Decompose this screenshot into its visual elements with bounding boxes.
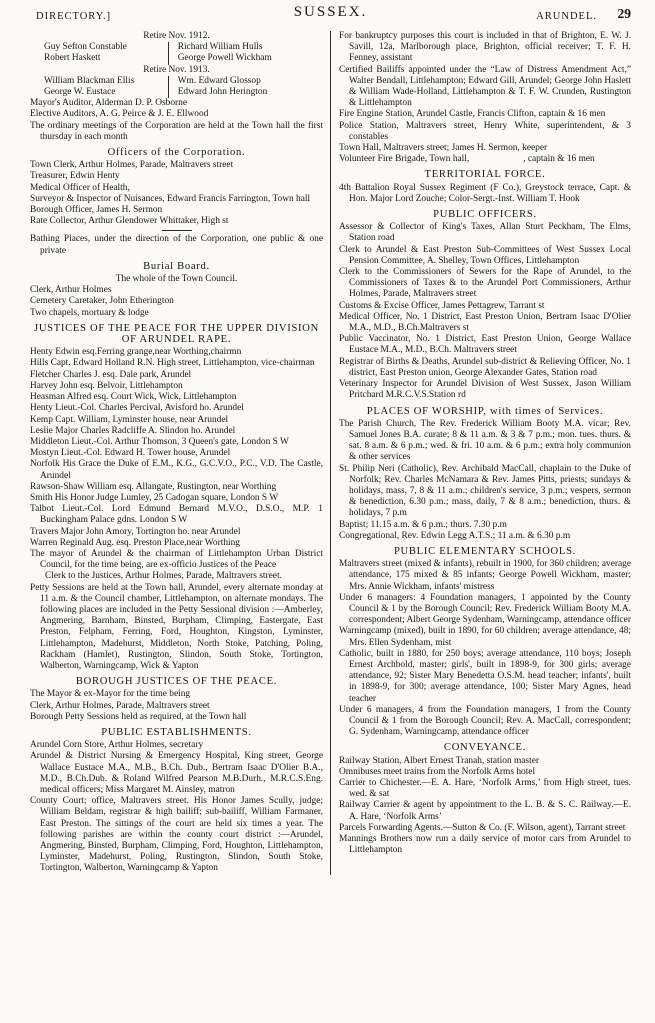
name-pair-row bbox=[30, 76, 323, 87]
pair-right-name: Wm. Edward Glossop bbox=[168, 76, 323, 87]
directory-entry: Smith His Honor Judge Lumley, 25 Cadogan square, London S W bbox=[30, 492, 279, 503]
directory-entry: Rate Collector, Arthur Glendower Whittaker, High st bbox=[30, 216, 229, 227]
pair-right-name: Edward John Herington bbox=[168, 87, 323, 98]
directory-entry: Surveyor & Inspector of Nuisances, Edward Francis Farrington, Town hall bbox=[30, 193, 311, 204]
directory-entry: Heasman Alfred esq. Court Wick, Wick, Littlehampton bbox=[30, 392, 237, 403]
directory-entry: Police Station, Maltravers street, Henry White, superintendent, & 3 constables bbox=[339, 120, 631, 142]
directory-entry: Hills Capt. Edward Holland R.N. High street, Littlehampton, vice-chairman bbox=[30, 358, 315, 369]
directory-entry: Rawson-Shaw William esq. Allangate, Rustington, near Worthing bbox=[30, 481, 277, 492]
directory-entry: Elective Auditors, A. G. Peirce & J. E. Ellwood bbox=[30, 109, 209, 120]
section-heading: Officers of the Corporation. bbox=[107, 147, 246, 159]
centered-line: Retire Nov. 1912. bbox=[143, 31, 210, 41]
directory-entry: 4th Battalion Royal Sussex Regiment (F Co.), Greystock terrace, Capt. & Hon. Major Lord Zouche; Color-Sergt.-Inst. William T. Hook bbox=[339, 182, 631, 204]
pair-left-name: George W. Eustace bbox=[44, 87, 116, 98]
directory-entry: Medical Officer of Health, bbox=[30, 182, 130, 193]
pair-left-name: Robert Haskett bbox=[44, 53, 101, 64]
directory-entry: For bankruptcy purposes this court is included in that of Brighton, E. W. J. Savill, 12a, Marlborough place, Brighton, official receiver; T. F. H. Fenney, assistant bbox=[339, 31, 631, 64]
section-heading: TERRITORIAL FORCE. bbox=[424, 169, 546, 181]
directory-entry: Certified Bailiffs appointed under the “Law of Distress Amendment Act,” Walter Bendall, Littlehampton; Edward Gill, Arundel; George John Haslett & William Wade-Holland, Littlehampton & T. F. W. Crunden, Rustington & Littlehampton bbox=[339, 64, 631, 109]
name-pair-row bbox=[30, 42, 323, 53]
directory-entry: Travers Major John Amory, Tortington ho. near Arundel bbox=[30, 526, 241, 537]
directory-entry: Omnibuses meet trains from the Norfolk Arms hotel bbox=[339, 766, 536, 777]
name-pair-row bbox=[30, 87, 323, 98]
directory-entry: Registrar of Births & Deaths, Arundel sub-district & Relieving Officer, No. 1 district, East Preston union, George Alexander Gates, Station road bbox=[339, 356, 631, 378]
directory-entry: Fire Engine Station, Arundel Castle, Francis Clifton, captain & 16 men bbox=[339, 109, 606, 120]
directory-entry: Henty Edwin esq.Ferring grange,near Worthing,chairmn bbox=[30, 347, 242, 358]
directory-entry: Clerk to the Justices, Arthur Holmes, Parade, Maltravers street. bbox=[45, 571, 282, 582]
directory-entry: Mostyn Lieut.-Col. Edward H. Tower house, Arundel bbox=[30, 448, 231, 459]
page-header bbox=[30, 6, 631, 28]
directory-entry: Norfolk His Grace the Duke of E.M., K.G., G.C.V.O., P.C., V.D. The Castle, Arundel bbox=[30, 459, 323, 481]
column-left bbox=[30, 31, 330, 875]
header-place-label: ARUNDEL. bbox=[536, 11, 597, 22]
directory-entry: Warningcamp (mixed), built in 1890, for 60 children; average attendance, 48; Mrs. Ellen Sydenham, mist bbox=[339, 626, 631, 648]
directory-entry: Arundel & District Nursing & Emergency Hospital, King street, George Wallace Eustace M.A., M.B., B.Ch. Dub., Bertram Isaac D'Olier B.A., M.D., B.Ch.Dub. & Roland Wilfred Pearson M.B.Durh., M.R.C.S.Eng. medical officers; Miss Margaret M. Ainsley, matron bbox=[30, 751, 323, 795]
directory-entry: Cemetery Caretaker, John Etherington bbox=[30, 296, 174, 307]
directory-entry: Fletcher Charles J. esq. Dale park, Arundel bbox=[30, 369, 192, 380]
column-right bbox=[330, 31, 631, 875]
directory-entry: Treasurer, Edwin Henty bbox=[30, 171, 120, 182]
pair-left-name: Guy Sefton Constable bbox=[44, 42, 127, 53]
directory-entry: Clerk to Arundel & East Preston Sub-Committees of West Sussex Local Pension Committee, A. Shelley, Town Offices, Littlehampton bbox=[339, 244, 631, 266]
directory-entry: Customs & Excise Officer, James Pettagrew, Tarrant st bbox=[339, 300, 545, 311]
directory-entry: Maltravers street (mixed & infants), rebuilt in 1900, for 360 children; average attendance, 175 mixed & 85 infants; George Powell Wickham, master; Mrs. Annie Wickham, infants' mistress bbox=[339, 559, 631, 592]
directory-entry: Railway Station, Albert Ernest Tranah, station master bbox=[339, 755, 539, 766]
directory-entry: Public Vaccinator, No. 1 District, East Preston Union, George Wallace Eustace M.A., M.D., B.Ch. Maltravers street bbox=[339, 334, 631, 356]
header-directory-label: DIRECTORY.] bbox=[36, 11, 112, 22]
directory-entry: Talbot Lieut.-Col. Lord Edmund Bernard M.V.O., D.S.O., M.P. 1 Buckingham Palace gdns. London S W bbox=[30, 504, 323, 526]
directory-entry: St. Philip Neri (Catholic), Rev. Archibald MacCall, chaplain to the Duke of Norfolk; Rev. Charles McNamara & Rev. James Pitts, priests; sundays & holidays, mass, 7, 8 & 11 a.m.; children's service, 3 p.m.; vespers, sermon & benediction, 6.30 p.m.; mass, daily, 7 & 8 a.m.; benediction, thurs. & holidays, 7 p.m bbox=[339, 463, 631, 519]
directory-entry: Railway Carrier & agent by appointment to the L. B. & S. C. Railway.—E. A. Hare, ‘Norfolk Arms’ bbox=[339, 800, 631, 822]
directory-entry: Medical Officer, No. 1 District, East Preston Union, Bertram Isaac D'Olier M.A., M.D., B.Ch.Maltravers st bbox=[339, 311, 631, 334]
section-heading: PLACES OF WORSHIP, with times of Services. bbox=[366, 405, 604, 417]
directory-entry: Bathing Places, under the direction of the Corporation, one public & one private bbox=[30, 234, 323, 256]
directory-entry: Mannings Brothers now run a daily service of motor cars from Arundel to Littlehampton bbox=[339, 834, 631, 856]
directory-entry: Middleton Lieut.-Col. Arthur Thomson, 3 Queen's gate, London S W bbox=[30, 436, 289, 447]
section-heading: CONVEYANCE. bbox=[443, 742, 527, 754]
pair-left-name: William Blackman Ellis bbox=[44, 75, 135, 86]
section-divider bbox=[162, 230, 192, 231]
section-heading: JUSTICES OF THE PEACE FOR THE UPPER DIVISION OF ARUNDEL RAPE. bbox=[34, 322, 319, 346]
name-pair-row bbox=[30, 53, 323, 64]
directory-entry: Assessor & Collector of King's Taxes, Allan Sturt Peckham, The Elms, Station road bbox=[339, 222, 631, 244]
pair-right-name: Richard William Hulls bbox=[168, 42, 323, 53]
directory-entry: Borough Petty Sessions held as required, at the Town hall bbox=[30, 711, 247, 722]
directory-entry: Arundel Corn Store, Arthur Holmes, secretary bbox=[30, 740, 204, 751]
section-heading: PUBLIC OFFICERS. bbox=[433, 209, 537, 221]
directory-entry: Town Clerk, Arthur Holmes, Parade, Maltravers street bbox=[30, 160, 234, 171]
directory-entry: The ordinary meetings of the Corporation are held at the Town hall the first thursday in each month bbox=[30, 120, 323, 142]
centered-line: Retire Nov. 1913. bbox=[143, 64, 210, 75]
directory-entry: Parcels Forwarding Agents.—Sutton & Co. (F. Wilson, agent), Tarrant street bbox=[339, 822, 626, 833]
directory-entry: Veterinary Inspector for Arundel Division of West Sussex, Jason William Pritchard M.R.C.V.S.Station rd bbox=[339, 379, 631, 401]
section-heading: Burial Board. bbox=[143, 260, 210, 272]
section-heading: BOROUGH JUSTICES OF THE PEACE. bbox=[75, 676, 278, 688]
page-title: SUSSEX. bbox=[293, 4, 368, 20]
directory-entry: Harvey John esq. Belvoir, Littlehampton bbox=[30, 380, 183, 391]
centered-line: The whole of the Town Council. bbox=[115, 274, 238, 285]
directory-entry: Clerk to the Commissioners of Sewers for the Rape of Arundel, to the Commissioners of Taxes & to the Arundel Port Commissioners, Arthur Holmes, Parade, Maltravers street bbox=[339, 267, 631, 300]
section-heading: PUBLIC ELEMENTARY SCHOOLS. bbox=[393, 545, 577, 557]
page-number: 29 bbox=[617, 6, 631, 21]
directory-entry: Henty Lieut.-Col. Charles Percival, Avisford ho. Arundel bbox=[30, 403, 244, 414]
directory-entry: Catholic, built in 1880, for 250 boys; average attendance, 110 boys; Joseph Ernest Archbold, master; girls', built in 1898-9, for 300 girls; average attendance, 92; Sister Mary Benedetta O.S.M. head teacher; infants', built in 1898-9, for 300; average attendance, 100; Sister Mary Agnes, head teacher bbox=[339, 648, 631, 704]
directory-entry: Warren Reginald Aug. esq. Preston Place,near Worthing bbox=[30, 537, 240, 548]
section-heading: PUBLIC ESTABLISHMENTS. bbox=[101, 726, 252, 738]
directory-entry: Under 6 managers, 4 from the Foundation managers, 1 from the County Council & 1 from the Borough Council; Rev. A. MacCall, correspondent; G. Sydenham, Warningcamp, attendance officer bbox=[339, 704, 631, 738]
directory-entry: The mayor of Arundel & the chairman of Littlehampton Urban District Council, for the time being, are ex-officio Justices of the Peace bbox=[30, 548, 323, 571]
directory-entry: Volunteer Fire Brigade, Town hall, , captain & 16 men bbox=[339, 154, 595, 165]
directory-entry: The Mayor & ex-Mayor for the time being bbox=[30, 689, 191, 700]
columns-container bbox=[30, 31, 631, 875]
directory-entry: Carrier to Chichester.—E. A. Hare, ‘Norfolk Arms,’ from High street, tues. wed. & sat bbox=[339, 778, 631, 800]
directory-entry: Borough Officer, James H. Sermon bbox=[30, 205, 163, 216]
directory-entry: Two chapels, mortuary & lodge bbox=[30, 307, 149, 318]
directory-entry: County Court; office, Maltravers street. His Honor James Scully, judge; William Beldam, registrar & high bailiff; sub-bailiff, William Farmaner, East Preston. The sittings of the court are held six times a year. The following parishes are within the county court district :—Arundel, Angmering, Binsted, Burpham, Climping, Ford, Houghton, Littlehampton, Lyminster, Madehurst, Poling, Rustington, Slindon, South Stoke, Tortington, Walberton, Warningcamp & Yapton bbox=[30, 796, 323, 874]
directory-entry: Town Hall, Maltravers street; James H. Sermon, keeper bbox=[339, 143, 548, 154]
directory-entry: Congregational, Rev. Edwin Legg A.T.S.; 11 a.m. & 6.30 p.m bbox=[339, 530, 571, 541]
directory-entry: Kemp Capt. William, Lyminster house, near Arundel bbox=[30, 414, 229, 425]
directory-entry: Mayor's Auditor, Alderman D. P. Osborne bbox=[30, 98, 188, 109]
directory-entry: Under 6 managers: 4 Foundation managers, 1 appointed by the County Council & 1 by the Borough Council; Rev. Frederick William Booty M.A. correspondent; Albert George Sydenham, Warningcamp, attendance officer bbox=[339, 592, 631, 626]
directory-entry: Petty Sessions are held at the Town hall, Arundel, every alternate monday at 11 a.m. & the Council chamber, Littlehampton, on alternate mondays. The following places are included in the Petty Sessional division :—Amberley, Angmering, Barnham, Binsted, Burpham, Climping, Eastergate, East Preston, Felpham, Ferring, Ford, Houghton, Kingston, Lyminster, Littlehampton, Madehurst, Middleton, North Stoke, Patching, Poling, Rackham (Hamlet), Rustington, Slindon, South Stoke, Tortington, Walberton, Warningcamp, Wick & Yapton bbox=[30, 582, 323, 671]
directory-entry: The Parish Church, The Rev. Frederick William Booty M.A. vicar; Rev. Samuel Jones B.A. curate; 8 & 11 a.m. & 3 & 7 p.m.; mon. tues. thurs. & sat. 8 a.m. & 6 p.m.; wed. & fri. 10 a.m. & 6 p.m.; extra holy communion & other services bbox=[339, 418, 631, 463]
directory-entry: Clerk, Arthur Holmes, Parade, Maltravers street bbox=[30, 700, 210, 711]
pair-right-name: George Powell Wickham bbox=[168, 53, 323, 64]
directory-entry: Clerk, Arthur Holmes bbox=[30, 285, 112, 296]
directory-entry: Baptist; 11.15 a.m. & 6 p.m.; thurs. 7.30 p.m bbox=[339, 519, 507, 530]
directory-entry: Leslie Major Charles Radcliffe A. Slindon ho. Arundel bbox=[30, 425, 236, 436]
